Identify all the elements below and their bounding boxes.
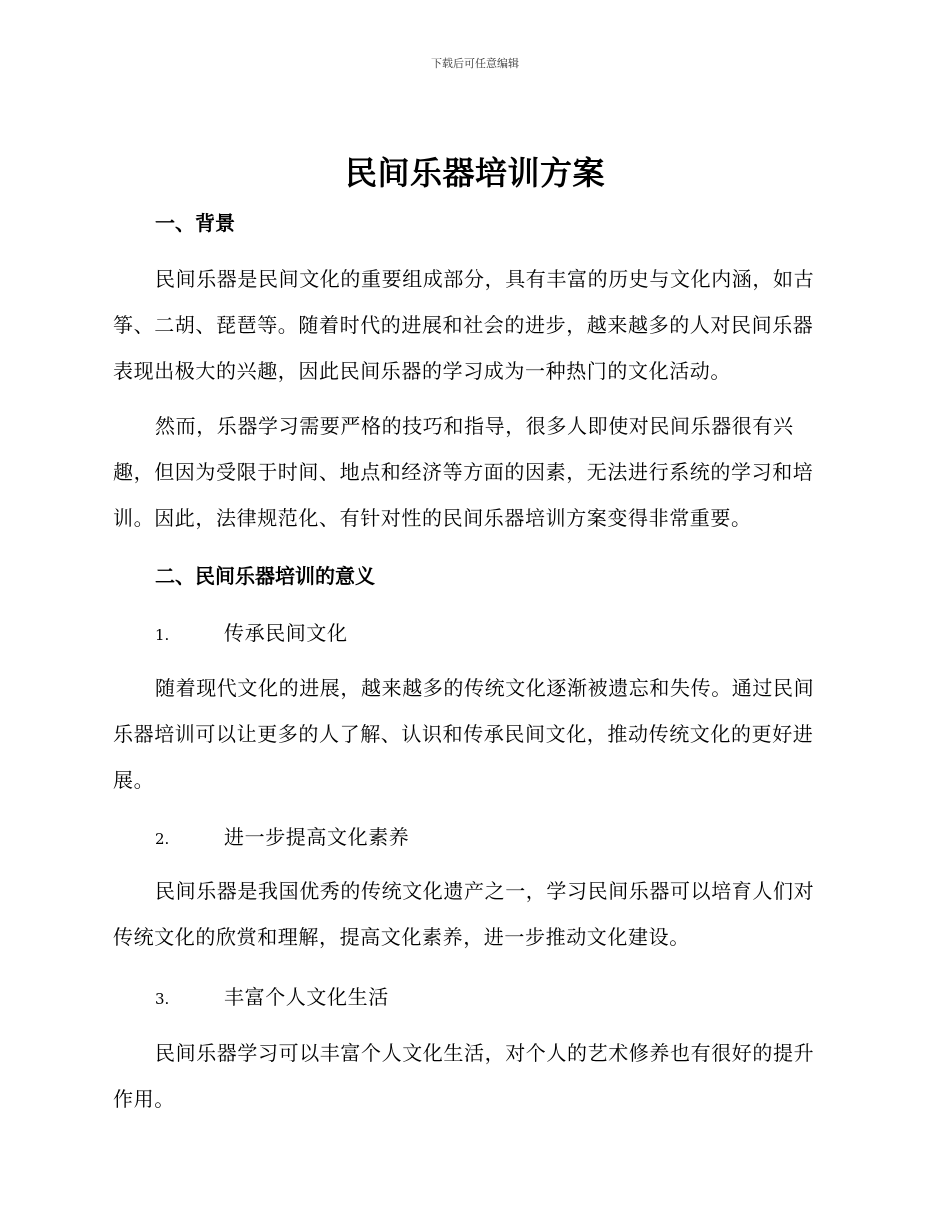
list-item-2 bbox=[155, 821, 409, 850]
paragraph-background-1 bbox=[113, 256, 833, 394]
paragraph-text: 民间乐器学习可以丰富个人文化生活，对个人的艺术修养也有很好的提升作用。 bbox=[113, 1041, 815, 1111]
paragraph-text: 民间乐器是民间文化的重要组成部分，具有丰富的历史与文化内涵，如古筝、二胡、琵琶等。随着时代的进展和社会的进步，越来越多的人对民间乐器表现出极大的兴趣，因此民间乐器的学习成为一种热门的文化活动。 bbox=[113, 267, 815, 383]
document-title: 民间乐器培训方案 bbox=[344, 154, 605, 192]
list-number: 1. bbox=[155, 626, 170, 644]
list-number: 3. bbox=[155, 990, 170, 1008]
paragraph-text: 随着现代文化的进展，越来越多的传统文化逐渐被遗忘和失传。通过民间乐器培训可以让更多的人了解、认识和传承民间文化，推动传统文化的更好进展。 bbox=[113, 676, 815, 792]
paragraph-background-2 bbox=[113, 403, 833, 541]
section-heading-background: 一、背景 bbox=[155, 211, 235, 235]
list-item-3 bbox=[155, 981, 389, 1010]
list-item-1 bbox=[155, 617, 348, 646]
list-label: 丰富个人文化生活 bbox=[224, 985, 389, 1009]
paragraph-item-3 bbox=[113, 1030, 833, 1122]
list-label: 传承民间文化 bbox=[224, 621, 348, 645]
list-number: 2. bbox=[155, 830, 170, 848]
paragraph-text: 民间乐器是我国优秀的传统文化遗产之一，学习民间乐器可以培育人们对传统文化的欣赏和理解，提高文化素养，进一步推动文化建设。 bbox=[113, 879, 815, 949]
section-heading-significance: 二、民间乐器培训的意义 bbox=[155, 564, 375, 588]
paragraph-text: 然而，乐器学习需要严格的技巧和指导，很多人即使对民间乐器很有兴趣，但因为受限于时间、地点和经济等方面的因素，无法进行系统的学习和培训。因此，法律规范化、有针对性的民间乐器培训方案变得非常重要。 bbox=[113, 414, 814, 530]
header-note: 下载后可任意编辑 bbox=[431, 57, 519, 70]
list-label: 进一步提高文化素养 bbox=[224, 825, 410, 849]
paragraph-item-2 bbox=[113, 868, 833, 960]
paragraph-item-1 bbox=[113, 665, 833, 803]
